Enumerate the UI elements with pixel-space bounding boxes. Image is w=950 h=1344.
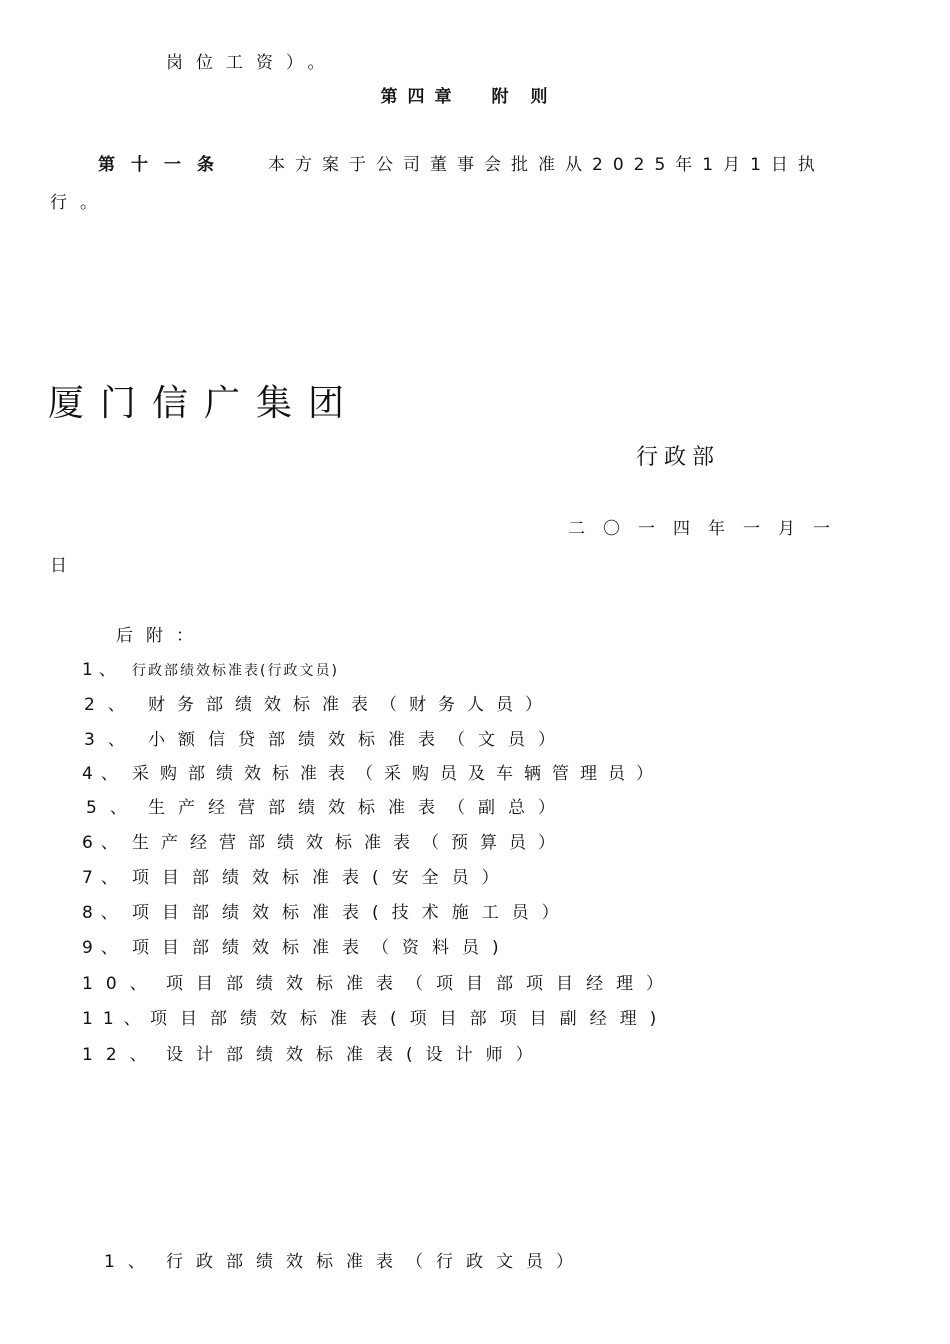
appendix-item-text: 行政部绩效标准表(行政文员): [132, 663, 339, 679]
appendix-item-number: 3、: [84, 730, 138, 750]
appendix-item: [82, 763, 664, 785]
appendix-item: [82, 1044, 546, 1066]
appendix-item-number: 2、: [84, 695, 138, 715]
appendix-item-number: 1、: [82, 660, 122, 680]
appendix-item: [82, 659, 339, 682]
appendix-item: [82, 937, 512, 959]
department-name: 行政部: [636, 445, 721, 470]
carryover-text: 岗位工资）。: [166, 53, 338, 73]
next-section-title: [104, 1251, 586, 1273]
appendix-item: [82, 1008, 669, 1030]
appendix-item-number: 4、: [82, 764, 126, 784]
next-section-number: 1、: [104, 1252, 158, 1272]
article-text-line2: 行。: [50, 193, 110, 213]
appendix-item-text: 生产经营部绩效标准表（预算员）: [132, 833, 567, 853]
appendix-item-number: 6、: [82, 833, 126, 853]
appendix-item-text: 项目部绩效标准表（资料员): [132, 938, 512, 958]
appendix-item: [82, 902, 572, 924]
appendix-item-number: 11、: [82, 1009, 151, 1029]
article-label: 第十一条: [98, 155, 230, 175]
chapter-title: 附则: [491, 87, 570, 107]
appendix-item-number: 8、: [82, 903, 126, 923]
article-text-line1: 本方案于公司董事会批准从2025年1月1日执: [268, 155, 825, 175]
appendix-item-number: 7、: [82, 868, 126, 888]
article-eleven: [98, 154, 825, 176]
appendix-item-number: 10、: [82, 974, 160, 994]
appendix-item-number: 12、: [82, 1045, 160, 1065]
appendix-item-text: 小额信贷部绩效标准表（文员）: [148, 730, 568, 750]
appendix-item-text: 采购部绩效标准表（采购员及车辆管理员）: [132, 764, 664, 784]
appendix-item-text: 财务部绩效标准表（财务人员）: [148, 695, 554, 715]
signature-date-line2: 日: [50, 556, 67, 576]
appendix-item-number: 5、: [86, 798, 140, 818]
appendix-item: [84, 729, 568, 751]
next-section-text: 行政部绩效标准表（行政文员）: [166, 1252, 586, 1272]
appendix-item-text: 项目部绩效标准表（项目部项目经理）: [166, 974, 676, 994]
appendix-item-text: 设计部绩效标准表(设计师）: [166, 1045, 546, 1065]
appendix-item-number: 9、: [82, 938, 126, 958]
appendix-item-text: 项目部绩效标准表(技术施工员）: [132, 903, 572, 923]
appendix-item: [82, 973, 676, 995]
appendix-item: [86, 797, 568, 819]
appendix-item: [82, 832, 567, 854]
appendix-item: [84, 694, 554, 716]
appendix-title: 后附：: [116, 626, 206, 646]
appendix-item: [82, 867, 512, 889]
appendix-item-text: 项目部绩效标准表(项目部项目副经理): [150, 1009, 670, 1029]
appendix-item-text: 生产经营部绩效标准表（副总）: [148, 798, 568, 818]
chapter-heading: [0, 86, 950, 108]
appendix-item-text: 项目部绩效标准表(安全员）: [132, 868, 512, 888]
company-name: 厦门信广集团: [48, 383, 361, 424]
signature-date-line1: 二〇一四年一月一: [568, 519, 848, 539]
chapter-number: 第四章: [380, 87, 462, 107]
